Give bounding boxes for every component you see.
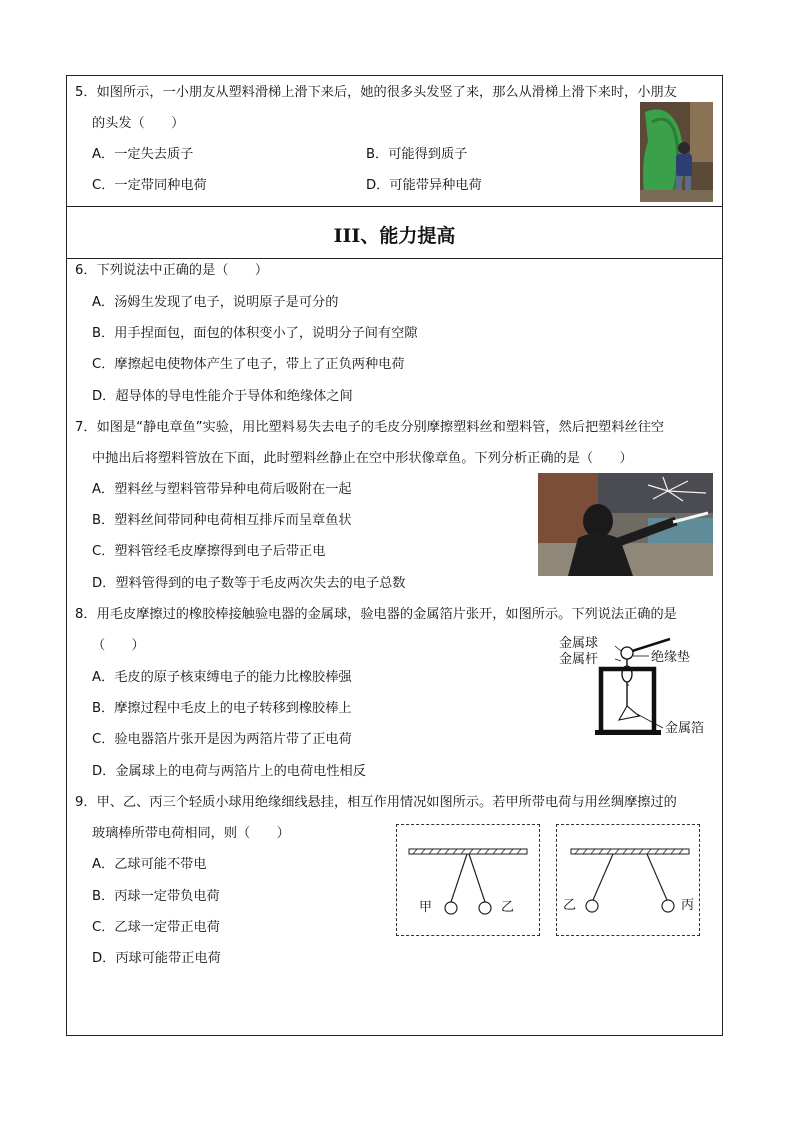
q5-option-c: C．一定带同种电荷 bbox=[92, 178, 207, 193]
q6-option-c: C．摩擦起电使物体产生了电子，带上了正负两种电荷 bbox=[92, 357, 405, 372]
label-yi-right: 乙 bbox=[563, 898, 577, 913]
q7-stem-line1: 7．如图是“静电章鱼”实验，用比塑料易失去电子的毛皮分别摩擦塑料丝和塑料管，然后把塑料丝往空 bbox=[75, 420, 665, 435]
q6-option-b: B．用手捏面包，面包的体积变小了，说明分子间有空隙 bbox=[92, 326, 418, 341]
q9-option-b: B．丙球一定带负电荷 bbox=[92, 889, 220, 904]
q8-stem-line1: 8．用毛皮摩擦过的橡胶棒接触验电器的金属球，验电器的金属箔片张开，如图所示。下列说法正确的是 bbox=[75, 607, 677, 622]
divider-top bbox=[67, 206, 722, 207]
slide-photo bbox=[640, 102, 713, 202]
q7-option-b: B．塑料丝间带同种电荷相互排斥而呈章鱼状 bbox=[92, 513, 352, 528]
label-jia: 甲 bbox=[419, 900, 433, 915]
q8-option-a: A．毛皮的原子核束缚电子的能力比橡胶棒强 bbox=[92, 670, 352, 685]
q9-figure-right bbox=[556, 824, 700, 936]
q8-option-b: B．摩擦过程中毛皮上的电子转移到橡胶棒上 bbox=[92, 701, 352, 716]
section-title: III、能力提高 bbox=[333, 225, 456, 247]
divider-section bbox=[67, 258, 722, 259]
q8-option-d: D．金属球上的电荷与两箔片上的电荷电性相反 bbox=[92, 764, 366, 779]
q9-option-c: C．乙球一定带正电荷 bbox=[92, 920, 220, 935]
label-bing: 丙 bbox=[681, 898, 695, 913]
q9-option-a: A．乙球可能不带电 bbox=[92, 857, 207, 872]
q5-option-d: D．可能带异种电荷 bbox=[366, 178, 482, 193]
q6-stem: 6．下列说法中正确的是（ ） bbox=[75, 263, 269, 278]
label-yi-left: 乙 bbox=[501, 900, 515, 915]
label-metal-ball: 金属球 bbox=[559, 636, 599, 651]
q5-stem-line1: 5．如图所示，一小朋友从塑料滑梯上滑下来后，她的很多头发竖了来，那么从滑梯上滑下来时，小朋友 bbox=[75, 85, 677, 100]
q9-stem-line1: 9．甲、乙、丙三个轻质小球用绝缘细线悬挂，相互作用情况如图所示。若甲所带电荷与用丝绸摩擦过的 bbox=[75, 795, 677, 810]
label-metal-foil: 金属箔 bbox=[665, 721, 705, 736]
q5-stem-line2: 的头发（ ） bbox=[92, 116, 185, 131]
q8-option-c: C．验电器箔片张开是因为两箔片带了正电荷 bbox=[92, 732, 352, 747]
q7-option-a: A．塑料丝与塑料管带异种电荷后吸附在一起 bbox=[92, 482, 352, 497]
q7-stem-line2: 中抛出后将塑料管放在下面，此时塑料丝静止在空中形状像章鱼。下列分析正确的是（ ） bbox=[92, 451, 633, 466]
q6-option-d: D．超导体的导电性能介于导体和绝缘体之间 bbox=[92, 389, 353, 404]
label-metal-rod: 金属杆 bbox=[559, 652, 599, 667]
q6-option-a: A．汤姆生发现了电子，说明原子是可分的 bbox=[92, 295, 339, 310]
q8-stem-line2: （ ） bbox=[92, 638, 145, 653]
worksheet-frame bbox=[66, 75, 723, 1036]
q9-figure-left bbox=[396, 824, 540, 936]
electroscope-diagram bbox=[557, 632, 717, 742]
q9-option-d: D．丙球可能带正电荷 bbox=[92, 951, 221, 966]
q5-option-b: B．可能得到质子 bbox=[366, 147, 468, 162]
q5-option-a: A．一定失去质子 bbox=[92, 147, 194, 162]
q7-option-c: C．塑料管经毛皮摩擦得到电子后带正电 bbox=[92, 544, 326, 559]
octopus-photo bbox=[538, 473, 713, 576]
q7-option-d: D．塑料管得到的电子数等于毛皮两次失去的电子总数 bbox=[92, 576, 406, 591]
q9-stem-line2: 玻璃棒所带电荷相同，则（ ） bbox=[92, 826, 290, 841]
label-insulating-pad: 绝缘垫 bbox=[651, 650, 691, 665]
